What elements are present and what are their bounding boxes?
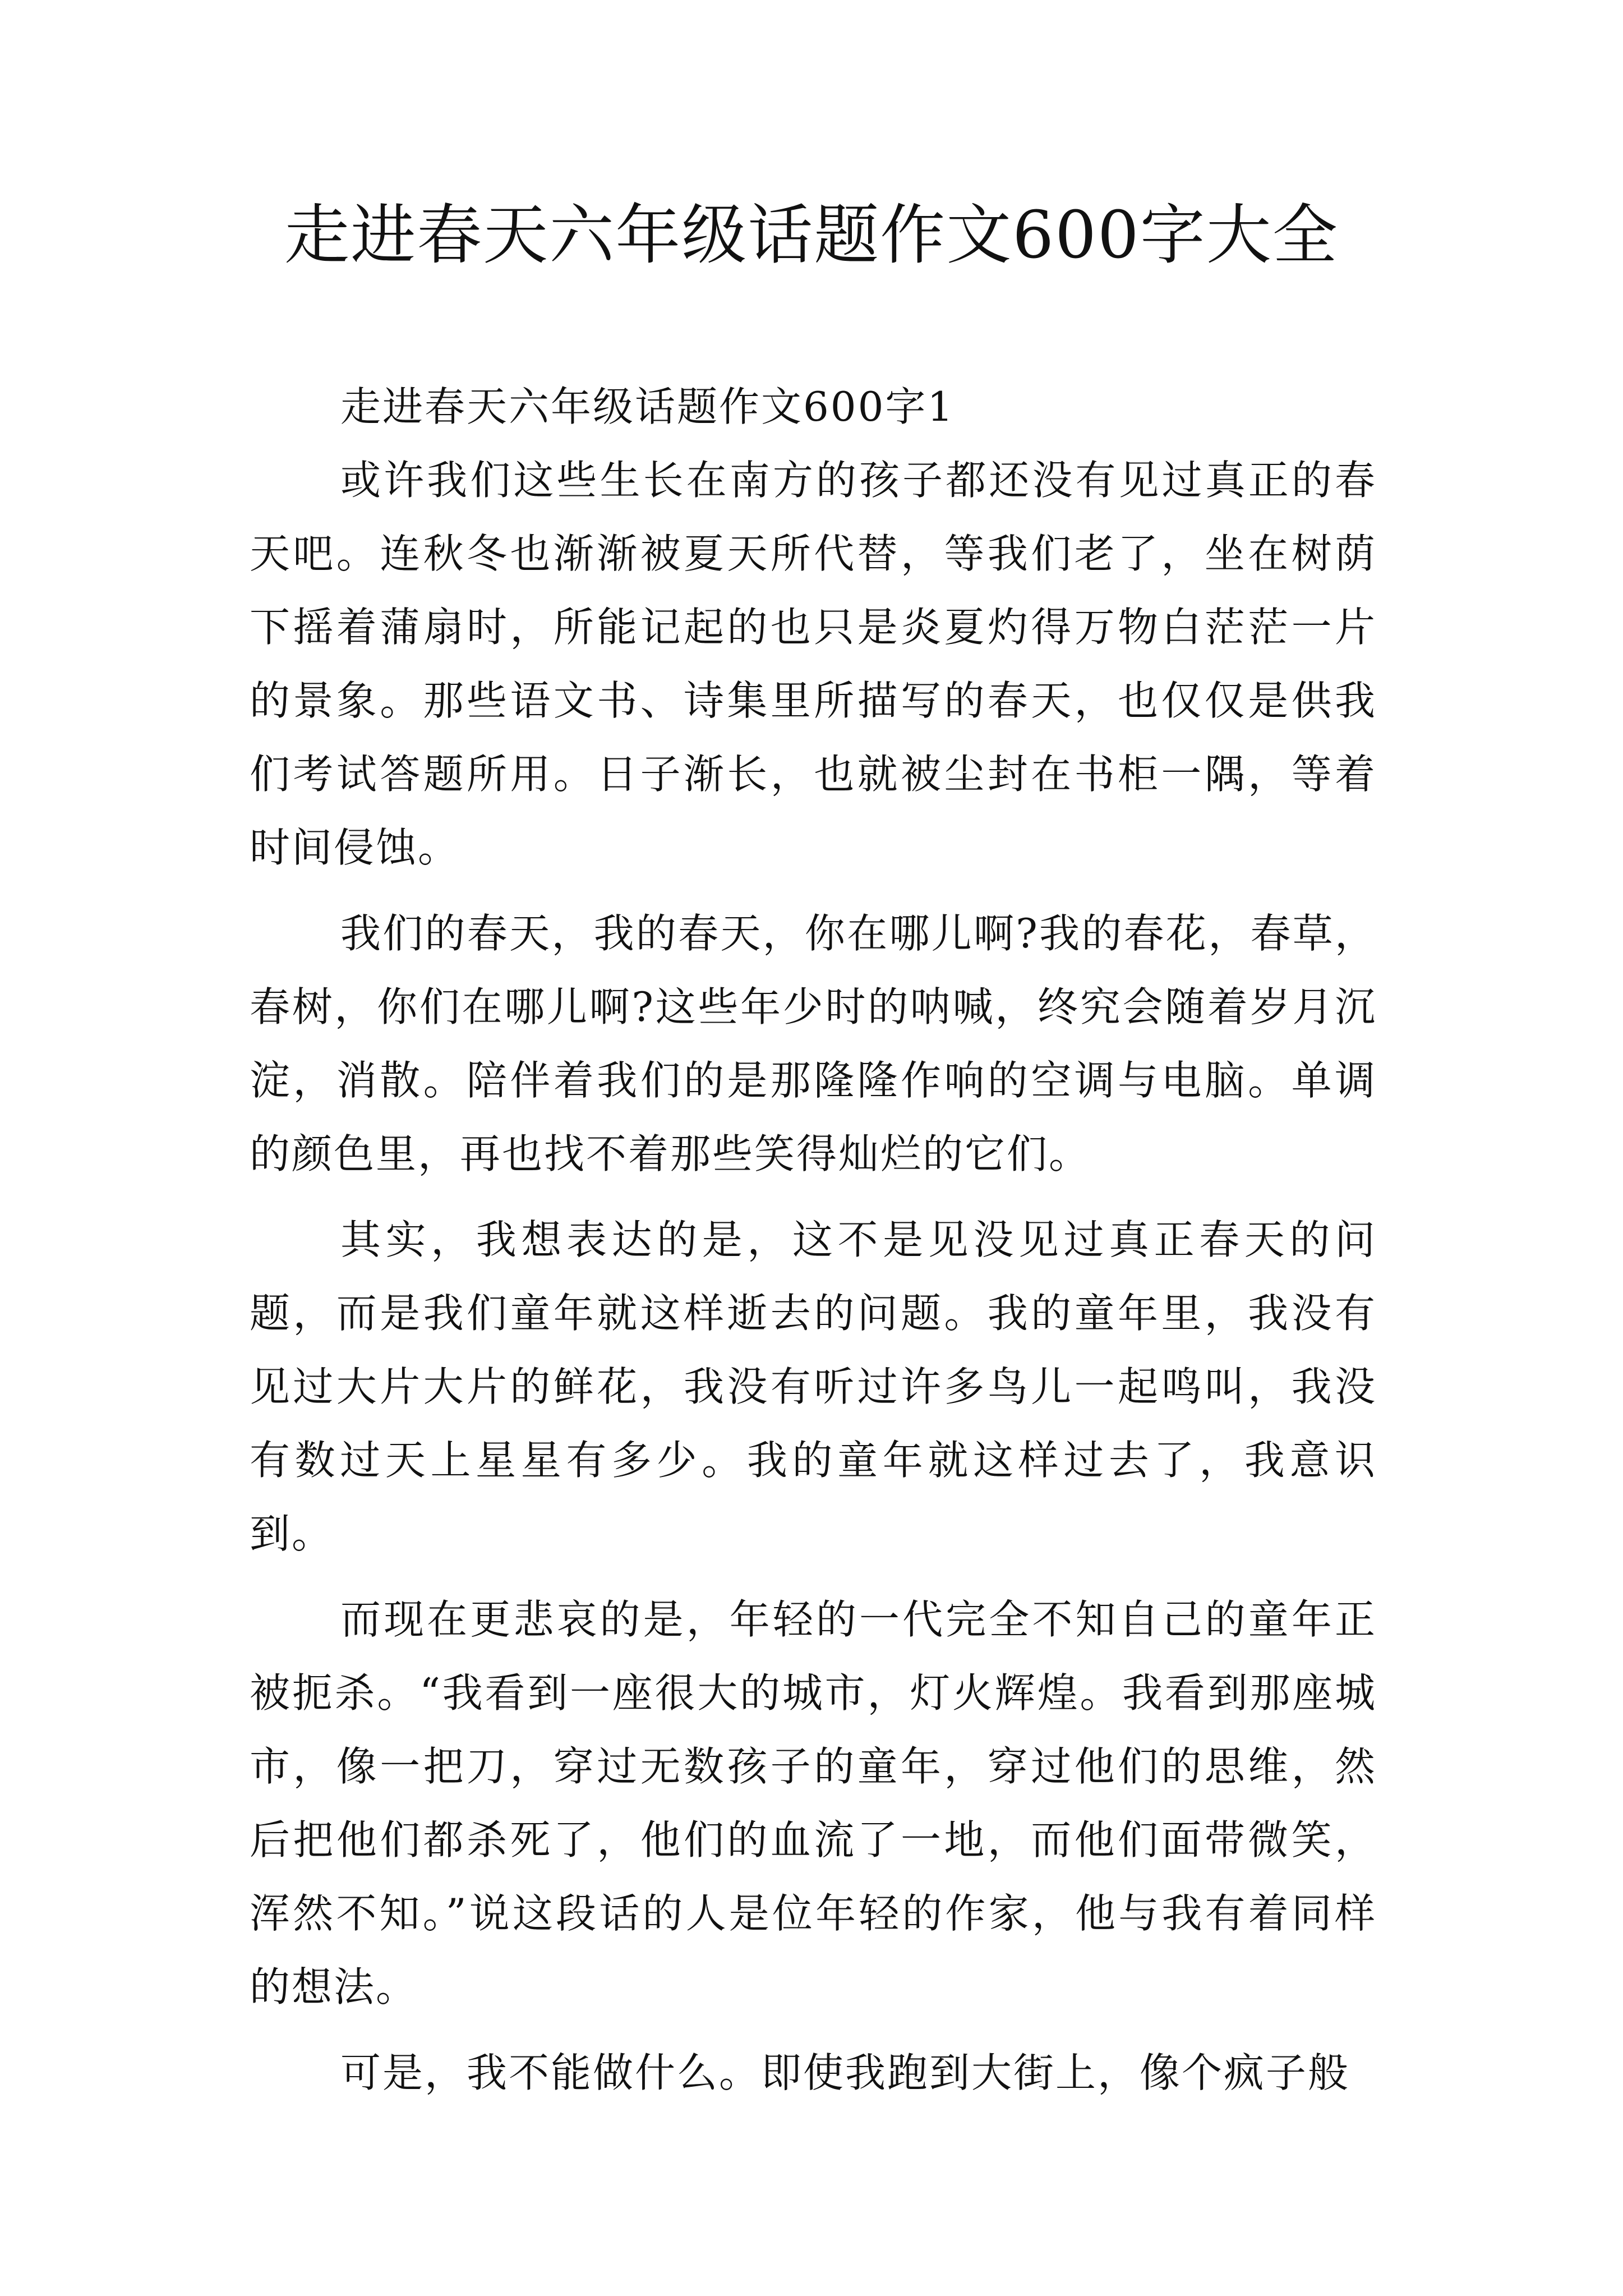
paragraph: 我们的春天，我的春天，你在哪儿啊?我的春花，春草，春树，你们在哪儿啊?这些年少时的呐喊，终究会随着岁月沉淀，消散。陪伴着我们的是那隆隆作响的空调与电脑。单调的颜色里，再也找不着那些笑得灿烂的它们。 — [250, 910, 1377, 1177]
document-title: 走进春天六年级话题作文600字大全 — [284, 197, 1339, 273]
paragraph: 而现在更悲哀的是，年轻的一代完全不知自己的童年正被扼杀。“我看到一座很大的城市，灯火辉煌。我看到那座城市，像一把刀，穿过无数孩子的童年，穿过他们的思维，然后把他们都杀死了，他们的血流了一地，而他们面带微笑，浑然不知。”说这段话的人是位年轻的作家，他与我有着同样的想法。 — [250, 1596, 1377, 2010]
document-body — [250, 370, 1377, 2122]
paragraph: 其实，我想表达的是，这不是见没见过真正春天的问题，而是我们童年就这样逝去的问题。我的童年里，我没有见过大片大片的鲜花，我没有听过许多鸟儿一起鸣叫，我没有数过天上星星有多少。我的童年就这样过去了，我意识到。 — [250, 1216, 1377, 1557]
paragraph: 或许我们这些生长在南方的孩子都还没有见过真正的春天吧。连秋冬也渐渐被夏天所代替，等我们老了，坐在树荫下摇着蒲扇时，所能记起的也只是炎夏灼得万物白茫茫一片的景象。那些语文书、诗集里所描写的春天，也仅仅是供我们考试答题所用。日子渐长，也就被尘封在书柜一隅，等着时间侵蚀。 — [250, 457, 1377, 871]
section-heading: 走进春天六年级话题作文600字1 — [340, 383, 955, 430]
paragraph: 可是，我不能做什么。即使我跑到大街上，像个疯子般 — [340, 2049, 1350, 2096]
